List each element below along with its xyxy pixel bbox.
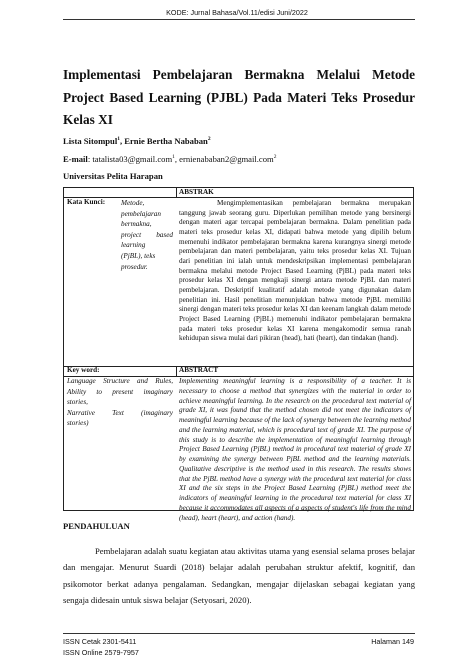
abstract-heading: ABSTRAK bbox=[179, 188, 214, 196]
abstract-heading-en: ABSTRACT bbox=[179, 366, 219, 374]
table-rule bbox=[176, 366, 177, 376]
header-rule bbox=[63, 19, 415, 20]
table-rule bbox=[64, 197, 413, 198]
body-paragraph: Pembelajaran adalah suatu kegiatan atau aktivitas utama yang esensial selama proses belajar dan mengajar. Menurut Suardi (2018) belajar adalah perubahan struktur afektif, kognitif, dan psikomotor berkat adanya pengalaman. Sedangkan, mengajar dijelaskan sebagai kegiatan yang sengaja didesain untuk siswa belajar (Setyosari, 2020). bbox=[63, 546, 415, 606]
keyword-line: stories) bbox=[67, 419, 89, 428]
email-line bbox=[63, 154, 276, 164]
email-label: E-mail bbox=[63, 154, 88, 164]
footer-rule bbox=[63, 633, 415, 634]
keywords-list-en bbox=[67, 376, 173, 429]
keyword-line: bermakna, bbox=[121, 220, 152, 229]
issn-online: ISSN Online 2579-7957 bbox=[63, 647, 139, 657]
affiliation: Universitas Pelita Harapan bbox=[63, 171, 163, 181]
keyword-line: Ability to present imaginary bbox=[67, 387, 173, 396]
author-affil-mark: 2 bbox=[207, 136, 211, 143]
email-address[interactable]: tatalista03@gmail.com bbox=[92, 154, 173, 164]
section-heading: PENDAHULUAN bbox=[63, 521, 130, 531]
abstract-table bbox=[63, 187, 414, 522]
table-rule bbox=[176, 188, 177, 197]
table-rule bbox=[64, 366, 413, 367]
keyword-line: Metode, bbox=[121, 199, 145, 207]
email-affil-mark: 2 bbox=[273, 154, 277, 161]
keywords-list bbox=[121, 198, 173, 272]
author-list bbox=[63, 136, 211, 146]
article-title bbox=[63, 64, 415, 132]
keyword-line: stories, bbox=[67, 398, 88, 407]
email-affil-mark: 1 bbox=[172, 154, 175, 161]
title-line-2: Project Based Learning (PJBL) Pada Materi Teks Prosedur bbox=[63, 89, 415, 105]
abstract-text: Mengimplementasikan pembelajaran bermakna merupakan tanggung jawab seorang guru. Diperlukan pemilihan metode yang bersinergi dengan materi agar tercapai pembelajaran bermakna. Dalam penelitian pada materi teks prosedur kelas XI, didapati bahwa metode yang dipilih belum memenuhi indikator pembelajaran bermakna karena kurangnya sinergi metode pembelajaran dan materi pembelajaran, yaitu teks prosedur kelas XI. Tujuan dari penelitian ini ialah untuk mendeskripsikan implementasi pembelajaran bermakna melalui metode Project Based Learning (PjBL) pada materi teks prosedur kelas XI dengan mengkaji sinergi antara metode PjBL dan materi pembelajaran. Deskriptif kualitatif adalah metode yang digunakan dalam penelitian ini. Hasil penelitian menunjukkan bahwa metode PjBL memiliki sinergi dengan materi teks prosedur kelas XI dan keenam langkah dalam metode Project Based Learning (PjBL) memenuhi indikator pembelajaran bermakna pada materi teks prosedur kelas XI karena mengakomodir semua ranah kehidupan siswa mulai dari pikiran (head), hati (heart), dan tindakan (hand). bbox=[179, 199, 411, 343]
keyword-line: prosedur. bbox=[121, 262, 148, 271]
footer-issn bbox=[63, 637, 139, 658]
author-affil-mark: 1 bbox=[117, 136, 120, 143]
keyword-line: Language Structure and Rules, bbox=[67, 377, 173, 385]
keyword-line: (PjBL), teks bbox=[121, 251, 156, 260]
keyword-line: Narrative Text (imaginary bbox=[67, 408, 173, 417]
author-name: Lista Sitompul bbox=[63, 136, 118, 146]
issn-print: ISSN Cetak 2301-5411 bbox=[63, 637, 137, 646]
title-line-1: Implementasi Pembelajaran Bermakna Melalui Metode bbox=[63, 67, 415, 82]
author-separator: , bbox=[119, 136, 125, 146]
author-name: Ernie Bertha Nababan bbox=[124, 136, 208, 146]
email-colon: : bbox=[87, 154, 93, 164]
page-number: Halaman 149 bbox=[371, 637, 414, 646]
keyword-line: pembelajaran bbox=[121, 209, 161, 218]
running-header: KODE: Jurnal Bahasa/Vol.11/edisi Juni/2022 bbox=[166, 8, 308, 17]
email-separator: , bbox=[174, 154, 180, 164]
title-line-3: Kelas XI bbox=[63, 112, 113, 127]
email-address[interactable]: ernienababan2@gmail.com bbox=[179, 154, 274, 164]
abstract-text-en: Implementing meaningful learning is a responsibility of a teacher. It is necessary to choose a method that synergizes with the material in order to achieve meaningful learning. In the research on the procedural text material of grade XI, it was found that the method chosen did not meet the indicators of meaningful learning because of the lack of synergy between the learning method and the learning material, which is procedural text of grade XI. The purpose of this study is to describe the implementation of meaningful learning through Project Based Learning (PjBL) method in procedural text material of grade XI by examining the synergy between PjBL method and the learning materials. Qualitative descriptive is the method used in this research. The results shows that the PjBL method have a synergy with the procedural text material for class XI and the six steps in the Project Based Learning (PjBL) method meet the indicators of meaningful learning in the procedural text material for class XI because it accommodates all aspects of a aspects of student's life from the mind (head), heart (heart), and action (hand). bbox=[179, 377, 411, 522]
keyword-line: project based bbox=[121, 230, 173, 239]
keyword-line: learning bbox=[121, 241, 146, 250]
keywords-label-en: Key word: bbox=[67, 366, 100, 374]
keywords-label: Kata Kunci: bbox=[67, 198, 106, 206]
